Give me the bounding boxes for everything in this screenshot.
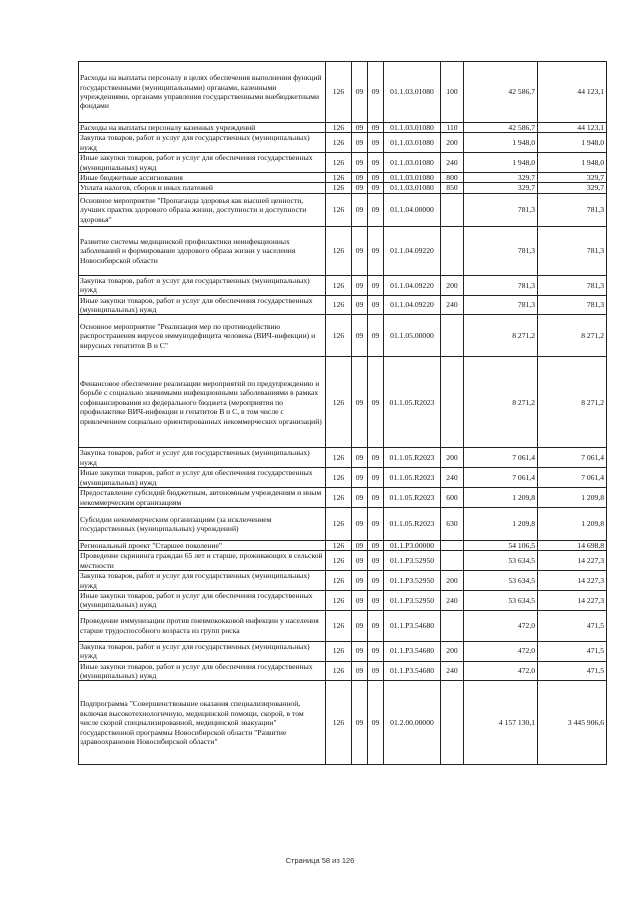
section-code: 09 bbox=[352, 681, 368, 765]
amount-year2: 44 123,1 bbox=[538, 123, 607, 133]
expense-type-code: 600 bbox=[441, 488, 464, 508]
section-code: 09 bbox=[352, 590, 368, 610]
amount-year1: 472,0 bbox=[464, 661, 538, 681]
ved-code: 126 bbox=[326, 468, 352, 488]
table-row bbox=[79, 153, 607, 173]
table-row bbox=[79, 226, 607, 275]
section-code: 09 bbox=[352, 610, 368, 641]
amount-year1: 472,0 bbox=[464, 641, 538, 661]
ved-code: 126 bbox=[326, 488, 352, 508]
amount-year2: 1 948,0 bbox=[538, 133, 607, 153]
amount-year1: 8 271,2 bbox=[464, 315, 538, 357]
table-row bbox=[79, 357, 607, 448]
target-article-code: 01.2.00.00000 bbox=[384, 681, 441, 765]
target-article-code: 01.1.04.00000 bbox=[384, 193, 441, 226]
ved-code: 126 bbox=[326, 681, 352, 765]
table-row bbox=[79, 123, 607, 133]
amount-year1: 781,3 bbox=[464, 226, 538, 275]
target-article-code: 01.1.05.R2023 bbox=[384, 357, 441, 448]
ved-code: 126 bbox=[326, 571, 352, 591]
section-code: 09 bbox=[352, 641, 368, 661]
section-code: 09 bbox=[352, 123, 368, 133]
expense-type-code: 200 bbox=[441, 275, 464, 295]
amount-year2: 781,3 bbox=[538, 295, 607, 315]
row-name: Основное мероприятие "Пропаганда здоровья как высшей ценности, лучших практик здорового образа жизни, доступности и доступности здоровья" bbox=[79, 193, 326, 226]
row-name: Расходы на выплаты персоналу казенных учреждений bbox=[79, 123, 326, 133]
section-code: 09 bbox=[352, 226, 368, 275]
row-name: Субсидии некоммерческим организациям (за исключением государственных (муниципальных) учреждений) bbox=[79, 507, 326, 540]
subsection-code: 09 bbox=[368, 571, 384, 591]
ved-code: 126 bbox=[326, 173, 352, 183]
ved-code: 126 bbox=[326, 590, 352, 610]
section-code: 09 bbox=[352, 173, 368, 183]
section-code: 09 bbox=[352, 448, 368, 468]
subsection-code: 09 bbox=[368, 661, 384, 681]
expense-type-code: 240 bbox=[441, 153, 464, 173]
row-name: Закупка товаров, работ и услуг для государственных (муниципальных) нужд bbox=[79, 275, 326, 295]
amount-year2: 781,3 bbox=[538, 226, 607, 275]
row-name: Основное мероприятие "Реализация мер по противодействию распространения вирусов иммунодефицита человека (ВИЧ-инфекции) и вирусных гепатитов В и С" bbox=[79, 315, 326, 357]
target-article-code: 01.1.05.R2023 bbox=[384, 507, 441, 540]
table-row bbox=[79, 540, 607, 550]
row-name: Иные закупки товаров, работ и услуг для обеспечения государственных (муниципальных) нужд bbox=[79, 661, 326, 681]
ved-code: 126 bbox=[326, 641, 352, 661]
section-code: 09 bbox=[352, 295, 368, 315]
table-row bbox=[79, 295, 607, 315]
table-row bbox=[79, 551, 607, 571]
subsection-code: 09 bbox=[368, 226, 384, 275]
section-code: 09 bbox=[352, 315, 368, 357]
table-row bbox=[79, 173, 607, 183]
target-article-code: 01.1.04.09220 bbox=[384, 226, 441, 275]
amount-year1: 1 948,0 bbox=[464, 133, 538, 153]
expense-type-code: 100 bbox=[441, 62, 464, 123]
section-code: 09 bbox=[352, 133, 368, 153]
amount-year1: 54 106,5 bbox=[464, 540, 538, 550]
amount-year1: 42 586,7 bbox=[464, 62, 538, 123]
target-article-code: 01.1.03.01080 bbox=[384, 133, 441, 153]
target-article-code: 01.1.03.01080 bbox=[384, 183, 441, 193]
amount-year1: 42 586,7 bbox=[464, 123, 538, 133]
section-code: 09 bbox=[352, 468, 368, 488]
amount-year1: 7 061,4 bbox=[464, 468, 538, 488]
amount-year2: 7 061,4 bbox=[538, 468, 607, 488]
target-article-code: 01.1.03.01080 bbox=[384, 62, 441, 123]
amount-year1: 53 634,5 bbox=[464, 590, 538, 610]
expense-type-code bbox=[441, 551, 464, 571]
expense-type-code bbox=[441, 193, 464, 226]
section-code: 09 bbox=[352, 661, 368, 681]
amount-year1: 781,3 bbox=[464, 295, 538, 315]
table-row bbox=[79, 62, 607, 123]
row-name: Закупка товаров, работ и услуг для государственных (муниципальных) нужд bbox=[79, 448, 326, 468]
ved-code: 126 bbox=[326, 551, 352, 571]
row-name: Закупка товаров, работ и услуг для государственных (муниципальных) нужд bbox=[79, 571, 326, 591]
target-article-code: 01.1.P3.52950 bbox=[384, 590, 441, 610]
row-name: Иные закупки товаров, работ и услуг для обеспечения государственных (муниципальных) нужд bbox=[79, 295, 326, 315]
section-code: 09 bbox=[352, 571, 368, 591]
amount-year1: 1 209,8 bbox=[464, 488, 538, 508]
table-row bbox=[79, 193, 607, 226]
section-code: 09 bbox=[352, 193, 368, 226]
table-row bbox=[79, 571, 607, 591]
row-name: Предоставление субсидий бюджетным, автономным учреждениям и иным некоммерческим организациям bbox=[79, 488, 326, 508]
subsection-code: 09 bbox=[368, 62, 384, 123]
amount-year2: 329,7 bbox=[538, 183, 607, 193]
amount-year1: 4 157 130,1 bbox=[464, 681, 538, 765]
ved-code: 126 bbox=[326, 295, 352, 315]
page-number: Страница 58 из 126 bbox=[285, 856, 355, 865]
section-code: 09 bbox=[352, 275, 368, 295]
subsection-code: 09 bbox=[368, 641, 384, 661]
amount-year2: 781,3 bbox=[538, 275, 607, 295]
table-row bbox=[79, 590, 607, 610]
ved-code: 126 bbox=[326, 62, 352, 123]
table-row bbox=[79, 610, 607, 641]
expense-type-code: 110 bbox=[441, 123, 464, 133]
target-article-code: 01.1.05.R2023 bbox=[384, 448, 441, 468]
table-row bbox=[79, 681, 607, 765]
amount-year2: 471,5 bbox=[538, 661, 607, 681]
amount-year2: 781,3 bbox=[538, 193, 607, 226]
target-article-code: 01.1.P3.52950 bbox=[384, 551, 441, 571]
target-article-code: 01.1.P3.54680 bbox=[384, 661, 441, 681]
ved-code: 126 bbox=[326, 448, 352, 468]
subsection-code: 09 bbox=[368, 193, 384, 226]
subsection-code: 09 bbox=[368, 275, 384, 295]
row-name: Закупка товаров, работ и услуг для государственных (муниципальных) нужд bbox=[79, 641, 326, 661]
table-row bbox=[79, 183, 607, 193]
ved-code: 126 bbox=[326, 275, 352, 295]
row-name: Закупка товаров, работ и услуг для государственных (муниципальных) нужд bbox=[79, 133, 326, 153]
subsection-code: 09 bbox=[368, 551, 384, 571]
table-row bbox=[79, 468, 607, 488]
target-article-code: 01.1.03.01080 bbox=[384, 153, 441, 173]
expense-type-code bbox=[441, 357, 464, 448]
ved-code: 126 bbox=[326, 133, 352, 153]
amount-year2: 471,5 bbox=[538, 610, 607, 641]
expense-type-code: 240 bbox=[441, 590, 464, 610]
amount-year2: 1 209,8 bbox=[538, 488, 607, 508]
section-code: 09 bbox=[352, 507, 368, 540]
table-row bbox=[79, 661, 607, 681]
amount-year1: 781,3 bbox=[464, 275, 538, 295]
table-row bbox=[79, 133, 607, 153]
amount-year2: 1 948,0 bbox=[538, 153, 607, 173]
section-code: 09 bbox=[352, 488, 368, 508]
subsection-code: 09 bbox=[368, 183, 384, 193]
amount-year1: 7 061,4 bbox=[464, 448, 538, 468]
section-code: 09 bbox=[352, 183, 368, 193]
amount-year1: 472,0 bbox=[464, 610, 538, 641]
amount-year2: 8 271,2 bbox=[538, 357, 607, 448]
expense-type-code: 200 bbox=[441, 571, 464, 591]
target-article-code: 01.1.04.09220 bbox=[384, 295, 441, 315]
amount-year1: 1 209,8 bbox=[464, 507, 538, 540]
expense-type-code bbox=[441, 226, 464, 275]
amount-year2: 14 227,3 bbox=[538, 551, 607, 571]
expense-type-code bbox=[441, 610, 464, 641]
section-code: 09 bbox=[352, 357, 368, 448]
subsection-code: 09 bbox=[368, 133, 384, 153]
table-row bbox=[79, 507, 607, 540]
row-name: Уплата налогов, сборов и иных платежей bbox=[79, 183, 326, 193]
amount-year1: 8 271,2 bbox=[464, 357, 538, 448]
expense-type-code: 200 bbox=[441, 133, 464, 153]
expense-type-code: 200 bbox=[441, 641, 464, 661]
subsection-code: 09 bbox=[368, 540, 384, 550]
subsection-code: 09 bbox=[368, 123, 384, 133]
expense-type-code bbox=[441, 315, 464, 357]
expense-type-code: 200 bbox=[441, 448, 464, 468]
expense-type-code: 800 bbox=[441, 173, 464, 183]
target-article-code: 01.1.03.01080 bbox=[384, 173, 441, 183]
target-article-code: 01.1.04.09220 bbox=[384, 275, 441, 295]
amount-year1: 329,7 bbox=[464, 183, 538, 193]
subsection-code: 09 bbox=[368, 295, 384, 315]
row-name: Иные бюджетные ассигнования bbox=[79, 173, 326, 183]
section-code: 09 bbox=[352, 551, 368, 571]
row-name: Иные закупки товаров, работ и услуг для обеспечения государственных (муниципальных) нужд bbox=[79, 590, 326, 610]
expense-type-code bbox=[441, 540, 464, 550]
row-name: Региональный проект "Старшее поколение" bbox=[79, 540, 326, 550]
target-article-code: 01.1.P3.00000 bbox=[384, 540, 441, 550]
expense-type-code bbox=[441, 681, 464, 765]
subsection-code: 09 bbox=[368, 590, 384, 610]
section-code: 09 bbox=[352, 540, 368, 550]
subsection-code: 09 bbox=[368, 357, 384, 448]
amount-year1: 1 948,0 bbox=[464, 153, 538, 173]
expense-type-code: 630 bbox=[441, 507, 464, 540]
amount-year1: 781,3 bbox=[464, 193, 538, 226]
subsection-code: 09 bbox=[368, 488, 384, 508]
target-article-code: 01.1.05.R2023 bbox=[384, 488, 441, 508]
amount-year2: 3 445 906,6 bbox=[538, 681, 607, 765]
row-name: Развитие системы медицинской профилактики неинфекционных заболеваний и формирование здорового образа жизни у населения Новосибирской области bbox=[79, 226, 326, 275]
amount-year2: 14 698,8 bbox=[538, 540, 607, 550]
table-row bbox=[79, 275, 607, 295]
amount-year1: 53 634,5 bbox=[464, 551, 538, 571]
amount-year1: 329,7 bbox=[464, 173, 538, 183]
subsection-code: 09 bbox=[368, 507, 384, 540]
target-article-code: 01.1.05.00000 bbox=[384, 315, 441, 357]
expense-type-code: 850 bbox=[441, 183, 464, 193]
row-name: Финансовое обеспечение реализации мероприятий по предупреждению и борьбе с социально значимыми инфекционными заболеваниями в рамках софинансирования из федерального бюджета (мероприятия по профилактике ВИЧ-инфекции и гепатитов В и С, в том числе с привлечением социально ориентированных некоммерческих организаций) bbox=[79, 357, 326, 448]
row-name: Иные закупки товаров, работ и услуг для обеспечения государственных (муниципальных) нужд bbox=[79, 468, 326, 488]
amount-year2: 8 271,2 bbox=[538, 315, 607, 357]
expense-type-code: 240 bbox=[441, 661, 464, 681]
amount-year2: 1 209,8 bbox=[538, 507, 607, 540]
target-article-code: 01.1.P3.54680 bbox=[384, 610, 441, 641]
table-row bbox=[79, 448, 607, 468]
ved-code: 126 bbox=[326, 357, 352, 448]
ved-code: 126 bbox=[326, 226, 352, 275]
expense-type-code: 240 bbox=[441, 295, 464, 315]
ved-code: 126 bbox=[326, 193, 352, 226]
section-code: 09 bbox=[352, 153, 368, 173]
amount-year2: 7 061,4 bbox=[538, 448, 607, 468]
table-row bbox=[79, 315, 607, 357]
subsection-code: 09 bbox=[368, 315, 384, 357]
row-name: Проведение иммунизации против пневмококковой инфекции у населения старше трудоспособного возраста из групп риска bbox=[79, 610, 326, 641]
ved-code: 126 bbox=[326, 507, 352, 540]
subsection-code: 09 bbox=[368, 681, 384, 765]
amount-year2: 14 227,3 bbox=[538, 590, 607, 610]
amount-year1: 53 634,5 bbox=[464, 571, 538, 591]
ved-code: 126 bbox=[326, 610, 352, 641]
subsection-code: 09 bbox=[368, 468, 384, 488]
row-name: Иные закупки товаров, работ и услуг для обеспечения государственных (муниципальных) нужд bbox=[79, 153, 326, 173]
ved-code: 126 bbox=[326, 183, 352, 193]
amount-year2: 44 123,1 bbox=[538, 62, 607, 123]
target-article-code: 01.1.P3.54680 bbox=[384, 641, 441, 661]
ved-code: 126 bbox=[326, 540, 352, 550]
target-article-code: 01.1.P3.52950 bbox=[384, 571, 441, 591]
ved-code: 126 bbox=[326, 123, 352, 133]
row-name: Проведение скрининга граждан 65 лет и старше, проживающих в сельской местности bbox=[79, 551, 326, 571]
table-row bbox=[79, 488, 607, 508]
amount-year2: 471,5 bbox=[538, 641, 607, 661]
ved-code: 126 bbox=[326, 661, 352, 681]
subsection-code: 09 bbox=[368, 448, 384, 468]
section-code: 09 bbox=[352, 62, 368, 123]
budget-table bbox=[78, 61, 607, 765]
expense-type-code: 240 bbox=[441, 468, 464, 488]
subsection-code: 09 bbox=[368, 610, 384, 641]
amount-year2: 14 227,3 bbox=[538, 571, 607, 591]
row-name: Подпрограмма "Совершенствование оказания специализированной, включая высокотехнологичную, медицинской помощи, скорой, в том числе скорой специализированной, медицинской эвакуации" государственной программы Новосибирской области "Развитие здравоохранения Новосибирской области" bbox=[79, 681, 326, 765]
target-article-code: 01.1.05.R2023 bbox=[384, 468, 441, 488]
table-row bbox=[79, 641, 607, 661]
target-article-code: 01.1.03.01080 bbox=[384, 123, 441, 133]
subsection-code: 09 bbox=[368, 153, 384, 173]
subsection-code: 09 bbox=[368, 173, 384, 183]
row-name: Расходы на выплаты персоналу в целях обеспечения выполнения функций государственными (муниципальными) органами, казенными учреждениями, органами управления государственными внебюджетными фондами bbox=[79, 62, 326, 123]
ved-code: 126 bbox=[326, 315, 352, 357]
ved-code: 126 bbox=[326, 153, 352, 173]
amount-year2: 329,7 bbox=[538, 173, 607, 183]
